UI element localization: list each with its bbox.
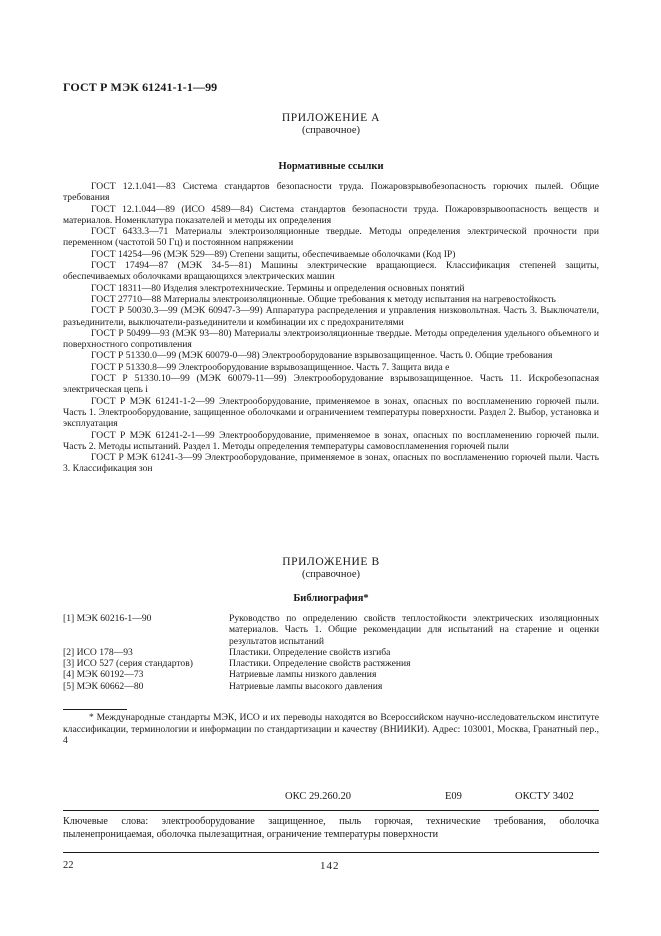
okc-code: ОКС 29.260.20 [285, 791, 351, 802]
bibliography-code: [1] МЭК 60216-1—90 [63, 613, 152, 624]
normative-refs-title: Нормативные ссылки [278, 161, 384, 172]
bibliography-item [63, 658, 599, 669]
ref-item: ГОСТ Р 51330.0—99 (МЭК 60079-0—98) Электрооборудование взрывозащищенное. Часть 0. Общие требования [91, 350, 553, 362]
okstu-code: ОКСТУ 3402 [515, 791, 574, 802]
ref-item: ГОСТ 12.1.041—83 Система стандартов безопасности труда. Пожаровзрывобезопасность горючих пылей. Общие требования [63, 181, 599, 204]
ref-item: ГОСТ 17494—87 (МЭК 34-5—81) Машины электрические вращающиеся. Классификация степеней защиты, обеспечиваемых оболочками вращающихся электрических машин [63, 260, 599, 283]
appendix-b-note: (справочное) [302, 569, 360, 580]
ref-item: ГОСТ Р 50499—93 (МЭК 93—80) Материалы электроизоляционные твердые. Методы определения удельного объемного и поверхностного сопротивления [63, 327, 599, 351]
appendix-b-title: ПРИЛОЖЕНИЕ В [282, 556, 380, 568]
ref-item: ГОСТ Р МЭК 61241-3—99 Электрооборудование, применяемое в зонах, опасных по воспламенению горючей пыли. Часть 3. Классификация зон [63, 452, 599, 475]
footnote [63, 712, 599, 747]
ref-item: ГОСТ Р 51330.10—99 (МЭК 60079-11—99) Электрооборудование взрывозащищенное. Часть 11. Искробезопасная электрическая цепь i [63, 373, 599, 396]
page-number-center: 142 [320, 860, 340, 872]
bibliography-item [63, 613, 599, 647]
bibliography-code: [5] МЭК 60662—80 [63, 680, 144, 692]
bibliography-text: Натриевые лампы низкого давления [229, 669, 377, 681]
ref-item: ГОСТ Р МЭК 61241-1-2—99 Электрооборудование, применяемое в зонах, опасных по воспламенению горючей пыли. Часть 1. Электрооборудование, защищенное оболочками и ограничением температуры поверхности. Раздел 2. Выбор, установка и эксплуатация [63, 395, 599, 430]
bibliography-text: Натриевые лампы высокого давления [229, 680, 383, 692]
normative-refs-list [63, 181, 599, 475]
bibliography-text: Пластики. Определение свойств растяжения [229, 658, 411, 670]
bibliography-text: Руководство по определению свойств теплостойкости электрических изоляционных материалов. Часть 1. Общие рекомендации для испытаний на старение и оценки результатов испытаний [229, 613, 599, 647]
ref-item: ГОСТ 27710—88 Материалы электроизоляционные. Общие требования к методу испытания на нагревостойкость [91, 293, 556, 305]
bibliography-item [63, 681, 599, 692]
keywords: Ключевые слова: электрооборудование защищенное, пыль горючая, технические требования, оболочка пыленепроницаемая, оболочка пылезащитная, ограничение температуры поверхности [63, 816, 599, 840]
keywords-bottom-divider [63, 852, 599, 853]
ref-item: ГОСТ Р МЭК 61241-2-1—99 Электрооборудование, применяемое в зонах, опасных по воспламенению горючей пыли. Часть 2. Методы испытаний. Раздел 1. Методы определения температуры самовоспламенения горючей пыли [63, 429, 599, 452]
bibliography-text: Пластики. Определение свойств изгиба [229, 646, 391, 658]
footnote-divider [63, 709, 127, 710]
bibliography-list [63, 613, 599, 692]
ref-item: ГОСТ 6433.3—71 Материалы электроизоляционные твердые. Методы определения электрической прочности при переменном (частотой 50 Гц) и постоянном напряжении [63, 226, 599, 249]
group-code: Е09 [445, 791, 462, 802]
ref-item: ГОСТ Р 50030.3—99 (МЭК 60947-3—99) Аппаратура распределения и управления низковольтная. Часть 3. Выключатели, разъединители, выключатели-разъединители и комбинации их с предохранителями [63, 305, 599, 328]
ref-item: ГОСТ 18311—80 Изделия электротехнические. Термины и определения основных понятий [91, 282, 465, 294]
bibliography-item [63, 669, 599, 680]
appendix-a-title: ПРИЛОЖЕНИЕ А [281, 112, 381, 124]
footnote-text: * Международные стандарты МЭК, ИСО и их переводы находятся во Всероссийском научно-исследовательском институте классификации, терминологии и информации по стандартизации и качеству (ВНИИКИ). Адрес: 103001, Москва, Гранатный пер., 4 [63, 712, 599, 747]
keywords-top-divider [63, 810, 599, 811]
document-header: ГОСТ Р МЭК 61241-1-1—99 [63, 80, 218, 94]
appendix-a-note: (справочное) [302, 125, 360, 136]
ref-item: ГОСТ Р 51330.8—99 Электрооборудование взрывозащищенное. Часть 7. Защита вида e [91, 361, 450, 373]
ref-item: ГОСТ 12.1.044—89 (ИСО 4589—84) Система стандартов безопасности труда. Пожаровзрывоопасность веществ и материалов. Номенклатура показателей и методы их определения [63, 203, 599, 226]
bibliography-code: [4] МЭК 60192—73 [63, 669, 144, 681]
bibliography-title: Библиография* [293, 593, 369, 604]
ref-item: ГОСТ 14254—96 (МЭК 529—89) Степени защиты, обеспечиваемые оболочками (Код IP) [91, 248, 456, 260]
bibliography-code: [2] ИСО 178—93 [63, 646, 133, 658]
bibliography-code: [3] ИСО 527 (серия стандартов) [63, 658, 193, 670]
bibliography-item [63, 647, 599, 658]
page-number-left: 22 [63, 860, 74, 871]
